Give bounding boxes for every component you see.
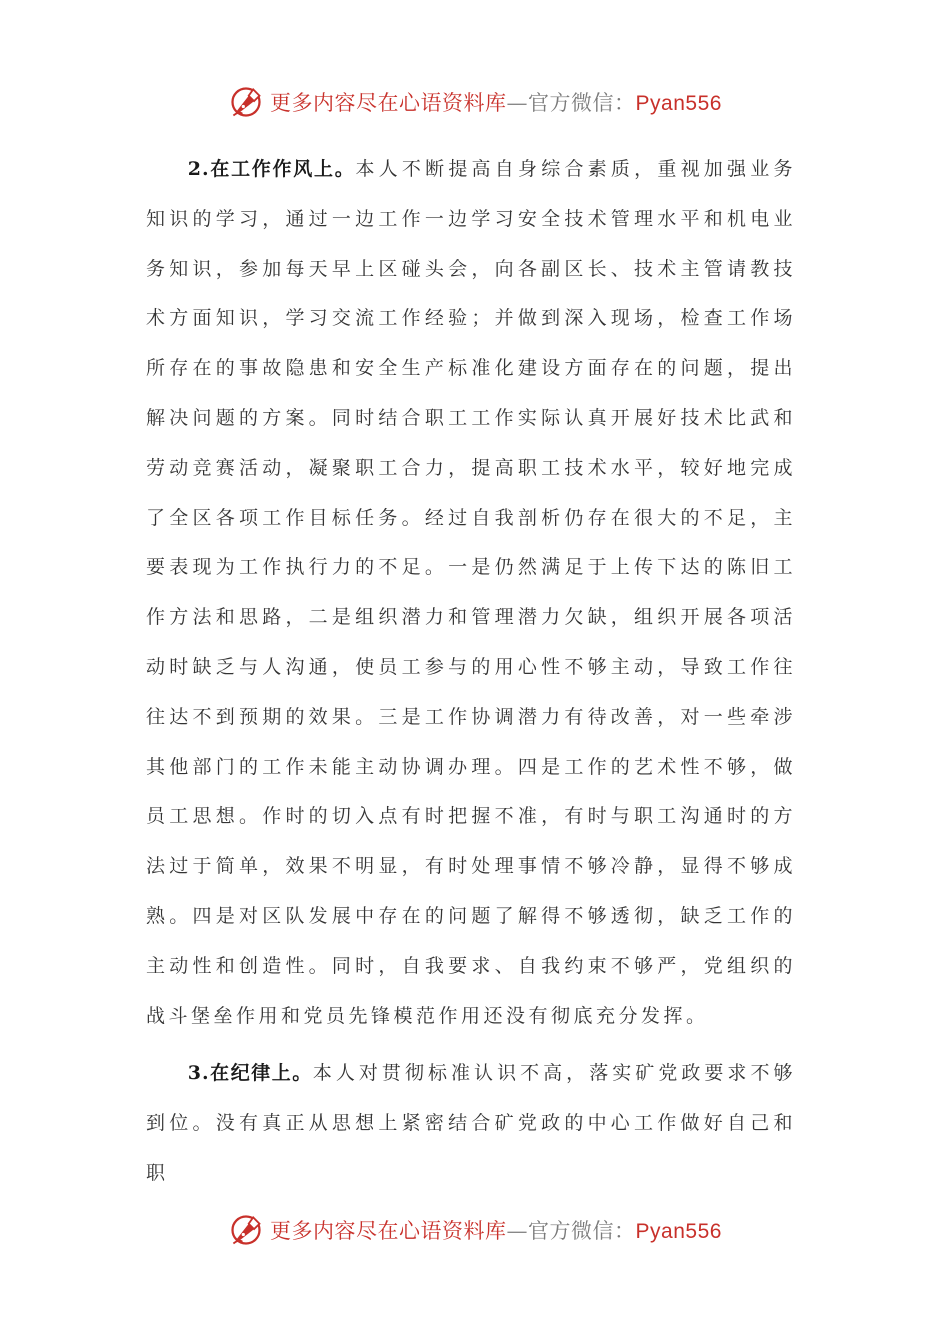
header-banner-text bbox=[270, 87, 722, 117]
footer-contact-id: Pyan556 bbox=[635, 1220, 722, 1243]
header-dash: — bbox=[506, 91, 529, 115]
paragraph-work-style bbox=[146, 145, 796, 1041]
footer-banner-inner bbox=[228, 1212, 722, 1248]
header-contact-label: 官方微信： bbox=[528, 91, 636, 115]
paragraph-text: 本人不断提高自身综合素质，重视加强业务知识的学习，通过一边工作一边学习安全技术管理水平和机电业务知识，参加每天早上区碰头会，向各副区长、技术主管请教技术方面知识，学习交流工作经验；并做到深入现场，检查工作场所存在的事故隐患和安全生产标准化建设方面存在的问题，提出解决问题的方案。同时结合职工工作实际认真开展好技术比武和劳动竞赛活动，凝聚职工合力，提高职工技术水平，较好地完成了全区各项工作目标任务。经过自我剖析仍存在很大的不足，主要表现为工作执行力的不足。一是仍然满足于上传下达的陈旧工作方法和思路，二是组织潜力和管理潜力欠缺，组织开展各项活动时缺乏与人沟通，使员工参与的用心性不够主动，导致工作往往达不到预期的效果。三是工作协调潜力有待改善，对一些牵涉其他部门的工作未能主动协调办理。四是工作的艺术性不够，做员工思想。作时的切入点有时把握不准，有时与职工沟通时的方法过于简单，效果不明显，有时处理事情不够冷静，显得不够成熟。四是对区队发展中存在的问题了解得不够透彻，缺乏工作的主动性和创造性。同时，自我要求、自我约束不够严，党组织的战斗堡垒作用和党员先锋模范作用还没有彻底充分发挥。 bbox=[146, 158, 796, 1027]
header-banner bbox=[0, 80, 950, 124]
header-site-text: 更多内容尽在心语资料库 bbox=[270, 91, 507, 115]
paragraph-heading: 2.在工作作风上。 bbox=[187, 158, 356, 180]
document-body bbox=[146, 145, 796, 1199]
footer-banner-text bbox=[270, 1215, 722, 1245]
header-contact-id: Pyan556 bbox=[635, 92, 722, 115]
pen-nib-logo-icon bbox=[228, 1212, 264, 1248]
paragraph-discipline bbox=[146, 1049, 796, 1198]
pen-nib-logo-icon bbox=[228, 84, 264, 120]
paragraph-heading: 3.在纪律上。 bbox=[187, 1062, 313, 1085]
paragraph-text: 本人对贯彻标准认识不高，落实矿党政要求不够到位。没有真正从思想上紧密结合矿党政的中心工作做好自己和职 bbox=[146, 1062, 796, 1184]
footer-site-text: 更多内容尽在心语资料库 bbox=[270, 1219, 507, 1243]
footer-dash: — bbox=[506, 1219, 529, 1243]
header-banner-inner bbox=[228, 84, 722, 120]
footer-banner bbox=[0, 1208, 950, 1252]
footer-contact-label: 官方微信： bbox=[528, 1219, 636, 1243]
